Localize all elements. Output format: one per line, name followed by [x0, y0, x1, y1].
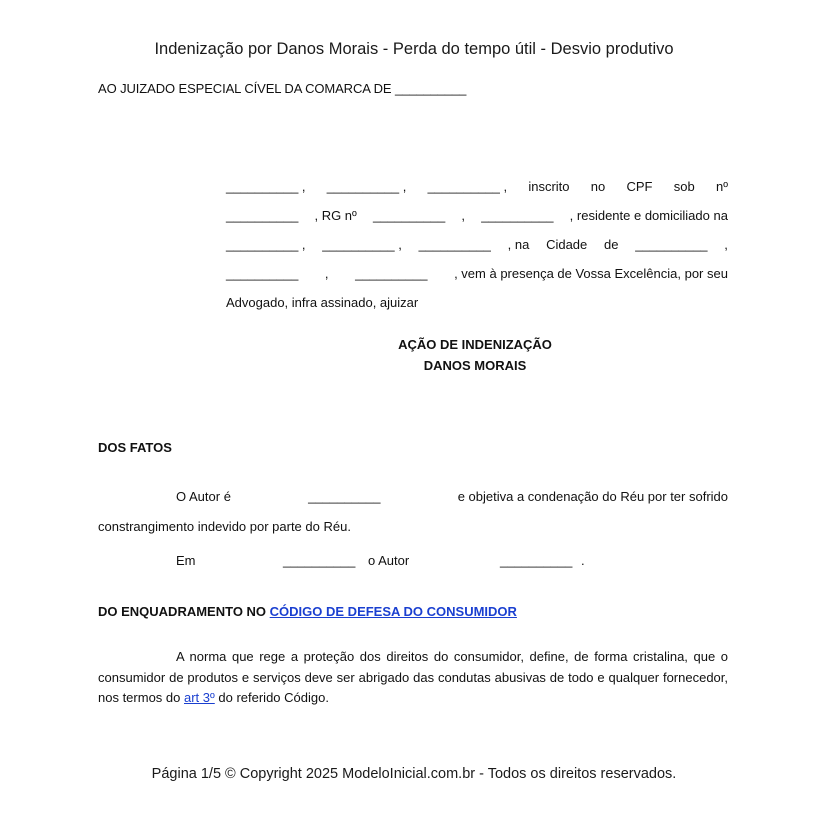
fatos-paragraph-1-line-2: constrangimento indevido por parte do Réu.: [98, 519, 351, 534]
blank-field: __________ ,: [326, 179, 407, 194]
fatos-paragraph-1: [98, 482, 728, 542]
blank-field: __________ ,: [226, 179, 306, 194]
art-3-link[interactable]: art 3º: [184, 690, 215, 705]
fatos-p2-period: .: [581, 553, 585, 568]
text-word: , na: [507, 237, 530, 252]
section-heading-fatos: DOS FATOS: [98, 440, 172, 455]
blank-field: __________ ,: [322, 237, 402, 252]
text-word: ,: [724, 237, 728, 252]
page-footer: Página 1/5 © Copyright 2025 ModeloInicial.com.br - Todos os direitos reservados.: [151, 766, 677, 782]
qualification-line-2: [226, 201, 728, 230]
blank-field: __________ ,: [427, 179, 508, 194]
fatos-paragraph-1-line-1: [98, 482, 728, 512]
qualification-line-1: [226, 172, 728, 201]
blank-field: __________: [500, 553, 573, 568]
blank-field: __________: [283, 553, 356, 568]
text-word: nº: [715, 179, 728, 194]
text-word: ,: [461, 208, 466, 223]
action-title-line-1: AÇÃO DE INDENIZAÇÃO: [398, 337, 552, 352]
blank-field: __________: [481, 208, 554, 223]
blank-field: __________: [226, 266, 299, 281]
text-segment: O Autor é: [176, 489, 231, 504]
blank-field: __________: [418, 237, 491, 252]
cdc-paragraph: [98, 647, 728, 709]
blank-field: __________: [226, 208, 299, 223]
text-word: Cidade: [546, 237, 588, 252]
section-heading-cdc: [98, 604, 517, 619]
text-word: ,: [324, 266, 329, 281]
blank-field: __________ ,: [226, 237, 306, 252]
text-word: , vem à presença de Vossa Excelência, por seu: [454, 266, 728, 281]
page-title: Indenização por Danos Morais - Perda do tempo útil - Desvio produtivo: [154, 40, 674, 58]
text-word: no: [590, 179, 606, 194]
text-word: de: [604, 237, 619, 252]
qualification-line-5: [226, 288, 728, 317]
text-word: , RG nº: [314, 208, 357, 223]
text-word: CPF: [626, 179, 653, 194]
action-title: [300, 334, 650, 376]
paragraph-text-end: do referido Código.: [214, 690, 329, 705]
fatos-p2-autor: o Autor: [368, 553, 410, 568]
blank-field: __________: [635, 237, 708, 252]
qualification-block: [226, 172, 728, 317]
qualification-line-4: [226, 259, 728, 288]
blank-field: __________: [372, 208, 446, 223]
cdc-link[interactable]: CÓDIGO DE DEFESA DO CONSUMIDOR: [269, 604, 517, 619]
action-title-line-2: DANOS MORAIS: [423, 358, 527, 373]
addressee-line: AO JUIZADO ESPECIAL CÍVEL DA COMARCA DE __________: [98, 81, 467, 96]
blank-field: __________: [355, 266, 428, 281]
text-line: Advogado, infra assinado, ajuizar: [226, 295, 419, 310]
text-segment: e objetiva a condenação do Réu por ter sofrido: [457, 489, 728, 504]
text-word: , residente e domiciliado na: [569, 208, 728, 223]
text-word: sob: [673, 179, 695, 194]
text-word: inscrito: [528, 179, 570, 194]
paragraph-text: A norma que rege a proteção dos direitos do consumidor, define, de forma cristalina, que o consumidor de produtos e serviços deve ser abrigado das condutas abusivas de todo e qualquer fornecedor, nos termos do: [98, 649, 728, 705]
heading-prefix: DO ENQUADRAMENTO NO: [98, 604, 267, 619]
blank-field: __________: [308, 489, 381, 504]
fatos-p2-em: Em: [176, 553, 196, 568]
qualification-line-3: [226, 230, 728, 259]
